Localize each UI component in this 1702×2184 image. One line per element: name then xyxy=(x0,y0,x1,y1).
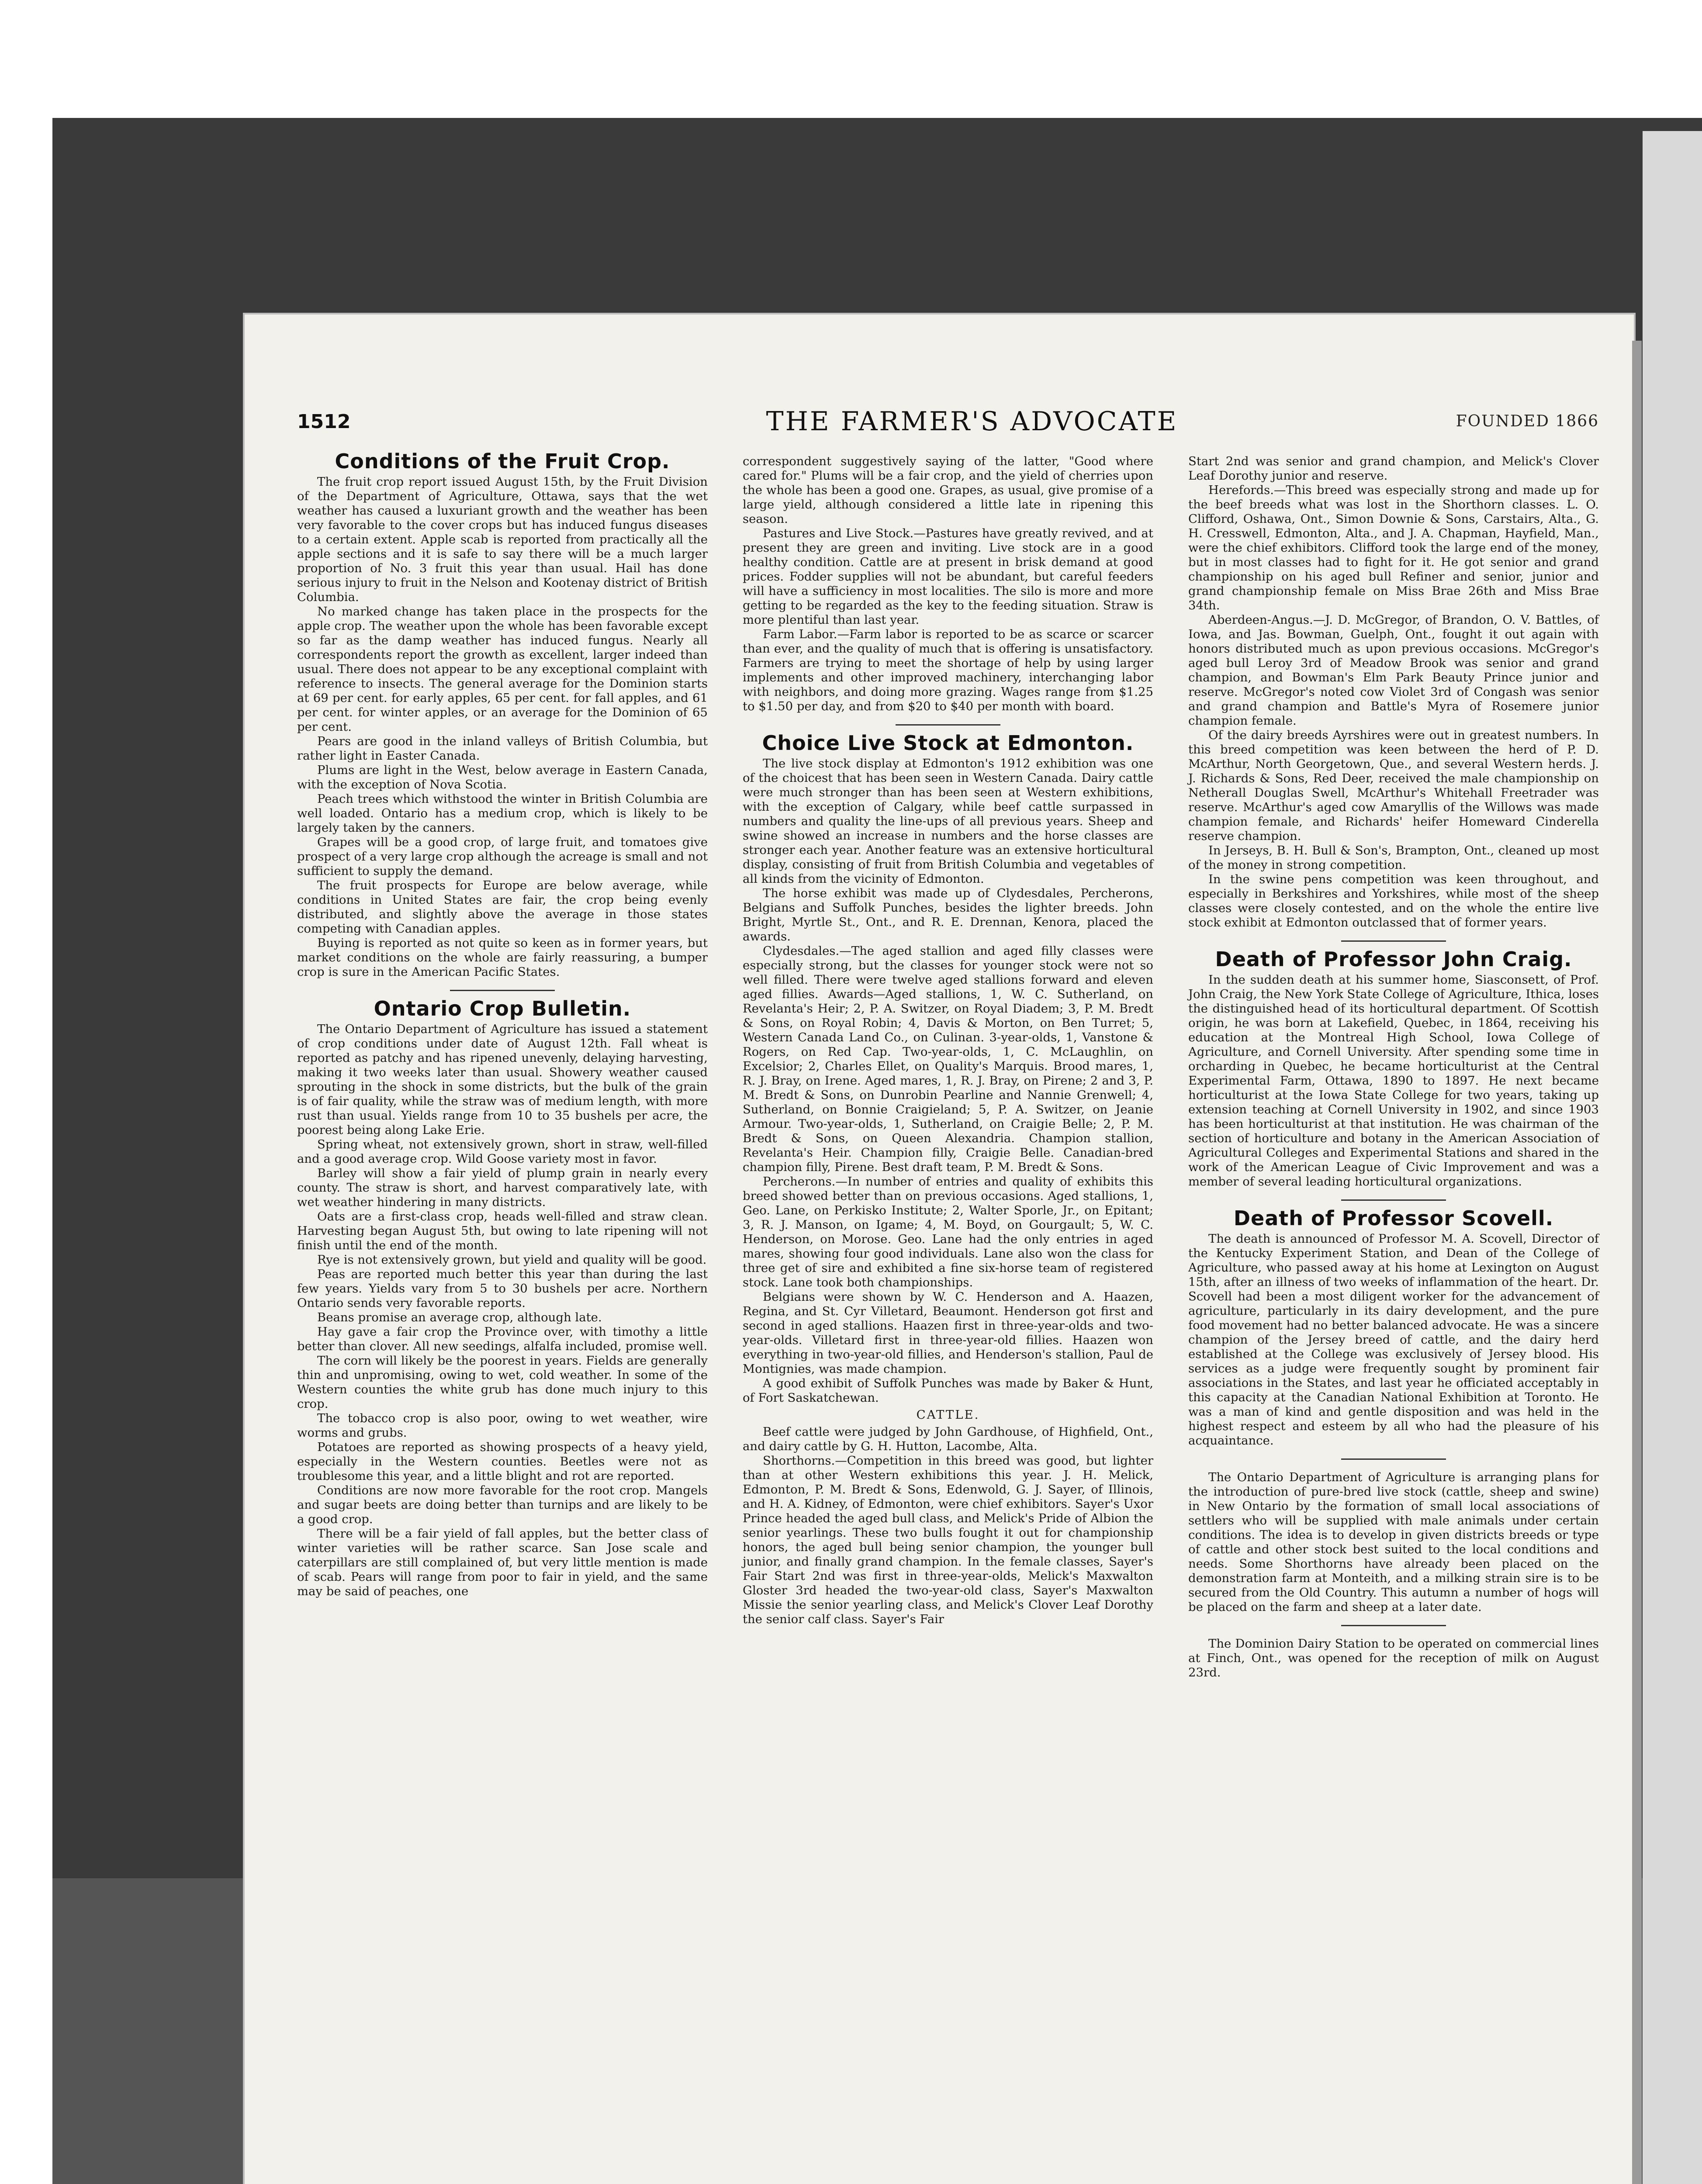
paragraph: The live stock display at Edmonton's 1912 exhibition was one of the choicest that has been seen in Western Canada. Dairy cattle were much stronger than has been seen at Western exhibitions, with the exception of Calgary, while beef cattle surpassed in numbers and quality the line-ups of all previous years. Sheep and swine showed an increase in numbers and the horse classes are stronger each year. Another feature was an extensive horticultural display, consisting of fruit from British Columbia and vegetables of all kinds from the vicinity of Edmonton. xyxy=(743,757,1153,886)
paragraph: Potatoes are reported as showing prospects of a heavy yield, especially in the Western counties. Beetles were not as troublesome this year, and a little blight and rot are reported. xyxy=(297,1440,708,1483)
paragraph: Of the dairy breeds Ayrshires were out in greatest numbers. In this breed competition was keen between the herd of P. D. McArthur, North Georgetown, Que., and several Western herds. J. J. Richards & Sons, Red Deer, received the male championship on Netherall Douglas Swell, McArthur's Whitehall Freetrader was reserve. McArthur's aged cow Amaryllis of the Willows was made champion female, and Richards' heifer Homeward Cinderella reserve champion. xyxy=(1188,728,1599,843)
section-rule xyxy=(1341,1199,1446,1201)
paragraph: In the swine pens competition was keen throughout, and especially in Berkshires and Yorkshires, while most of the sheep classes were closely contested, and on the whole the entire live stock exhibit at Edmonton outclassed that of former years. xyxy=(1188,872,1599,930)
paragraph: Oats are a first-class crop, heads well-filled and straw clean. Harvesting began August 5th, but owing to late ripening will not finish until the end of the month. xyxy=(297,1209,708,1252)
paragraph: Shorthorns.—Competition in this breed was good, but lighter than at other Western exhibitions this year. J. H. Melick, Edmonton, P. M. Bredt & Sons, Edenwold, G. J. Sayer, of Illinois, and H. A. Kidney, of Edmonton, were chief exhibitors. Sayer's Uxor Prince headed the aged bull class, and Melick's Pride of Albion the senior yearlings. These two bulls fought it out for championship honors, the aged bull being senior champion, the younger bull junior, and finally grand champion. In the female classes, Sayer's Fair Start 2nd was first in three-year-olds, Melick's Maxwalton Gloster 3rd headed the two-year-old class, Sayer's Maxwalton Missie the senior yearling class, and Melick's Clover Leaf Dorothy the senior calf class. Sayer's Fair xyxy=(743,1454,1153,1626)
paragraph: Belgians were shown by W. C. Henderson and A. Haazen, Regina, and St. Cyr Villetard, Beaumont. Henderson got first and second in aged stallions. Haazen first in three-year-olds and two-year-olds. Villetard first in three-year-old fillies. Haazen won everything in two-year-old fillies, and Henderson's stallion, Paul de Montignies, was made champion. xyxy=(743,1290,1153,1376)
paragraph: Rye is not extensively grown, but yield and quality will be good. xyxy=(317,1253,707,1267)
headline-fruit-crop: Conditions of the Fruit Crop. xyxy=(335,449,670,473)
headline-john-craig: Death of Professor John Craig. xyxy=(1215,947,1572,971)
paragraph: Hay gave a fair crop the Province over, with timothy a little better than clover. All new seedings, alfalfa included, promise well. xyxy=(297,1325,708,1353)
paragraph: Plums are light in the West, below average in Eastern Canada, with the exception of Nova Scotia. xyxy=(297,763,708,791)
paragraph: Clydesdales.—The aged stallion and aged filly classes were especially strong, but the classes for younger stock were not so well filled. There were twelve aged stallions forward and eleven aged fillies. Awards—Aged stallions, 1, W. C. Sutherland, on Revelanta's Heir; 2, P. A. Switzer, on Royal Diadem; 3, P. M. Bredt & Sons, on Royal Robin; 4, Davis & Morton, on Ben Turret; 5, Western Canada Land Co., on Culinan. 3-year-olds, 1, Vanstone & Rogers, on Red Cap. Two-year-olds, 1, C. McLaughlin, on Excelsior; 2, Charles Ellet, on Quality's Marquis. Brood mares, 1, R. J. Bray, on Irene. Aged mares, 1, R. J. Bray, on Pirene; 2 and 3, P. M. Bredt & Sons, on Dunrobin Pearline and Nannie Grenwell; 4, Sutherland, on Bonnie Craigieland; 5, P. A. Switzer, on Jeanie Armour. Two-year-olds, 1, Sutherland, on Craigie Belle; 2, P. M. Bredt & Sons, on Queen Alexandria. Champion stallion, Revelanta's Heir. Champion filly, Craigie Belle. Canadian-bred champion filly, Pirene. Best draft team, P. M. Bredt & Sons. xyxy=(743,944,1153,1174)
page-number: 1512 xyxy=(297,411,351,433)
section-rule xyxy=(1341,940,1446,942)
subheading-cattle: CATTLE. xyxy=(916,1408,980,1422)
section-rule xyxy=(1341,1625,1446,1626)
paragraph: Pastures and Live Stock.—Pastures have greatly revived, and at present they are green and inviting. Live stock are in a good healthy condition. Cattle are at present in brisk demand at good prices. Fodder supplies will not be abundant, but careful feeders will have a sufficiency in most localities. The silo is more and more getting to be regarded as the key to the feeding situation. Straw is more plentiful than last year. xyxy=(743,526,1153,627)
paragraph: Percherons.—In number of entries and quality of exhibits this breed showed better than on previous occasions. Aged stallions, 1, Geo. Lane, on Perkisko Institute; 2, Walter Sporle, Jr., on Epitant; 3, R. J. Manson, on Igame; 4, M. Boyd, on Gourgault; 5, W. C. Henderson, on Morose. Geo. Lane had the only entries in aged mares, showing four good individuals. Lane also won the class for three get of sire and exhibited a fine six-horse team of registered stock. Lane took both championships. xyxy=(743,1175,1153,1289)
headline-scovell: Death of Professor Scovell. xyxy=(1233,1206,1554,1230)
paragraph: No marked change has taken place in the prospects for the apple crop. The weather upon the whole has been favorable except so far as the damp weather has induced fungus. Nearly all correspondents report the growth as excellent, larger indeed than usual. There does not appear to be any exceptional complaint with reference to insects. The general average for the Dominion starts at 69 per cent. for early apples, 65 per cent. for fall apples, and 61 per cent. for winter apples, or an average for the Dominion of 65 per cent. xyxy=(297,605,708,734)
paragraph: Barley will show a fair yield of plump grain in nearly every county. The straw is short, and harvest comparatively late, with wet weather hindering in many districts. xyxy=(297,1166,708,1209)
paragraph: A good exhibit of Suffolk Punches was made by Baker & Hunt, of Fort Saskatchewan. xyxy=(743,1376,1153,1405)
paragraph: Aberdeen-Angus.—J. D. McGregor, of Brandon, O. V. Battles, of Iowa, and Jas. Bowman, Guelph, Ont., fought it out again with honors distributed much as upon previous occasions. McGregor's aged bull Leroy 3rd of Meadow Brook was senior and grand champion, and Bowman's Elm Park Beauty Prince junior and reserve. McGregor's noted cow Violet 3rd of Congash was senior and grand champion and Battle's Myra of Rosemere junior champion female. xyxy=(1188,613,1599,728)
page-header xyxy=(297,406,1599,441)
paragraph: Buying is reported as not quite so keen as in former years, but market conditions on the whole are fairly reassuring, a bumper crop is sure in the American Pacific States. xyxy=(297,936,708,979)
paragraph: Farm Labor.—Farm labor is reported to be as scarce or scarcer than ever, and the quality of much that is offering is unsatisfactory. Farmers are trying to meet the shortage of help by using larger implements and other improved machinery, interchanging labor with neighbors, and doing more grazing. Wages range from $1.25 to $1.50 per day, and from $20 to $40 per month with board. xyxy=(743,627,1153,713)
adjacent-page-strip xyxy=(1643,131,1702,2184)
paragraph: Beans promise an average crop, although late. xyxy=(317,1310,602,1324)
founded-date: FOUNDED 1866 xyxy=(1456,412,1599,430)
paragraph: In the sudden death at his summer home, Siasconsett, of Prof. John Craig, the New York State College of Agriculture, Ithica, loses the distinguished head of its horticultural department. Of Scottish origin, he was born at Lakefield, Quebec, in 1864, receiving his education at the Montreal High School, Iowa College of Agriculture, and Cornell University. After spending some time in orcharding in Quebec, he became horticulturist at the Central Experimental Farm, Ottawa, 1890 to 1897. He next became horticulturist at the Iowa State College for two years, taking up extension teaching at Cornell University in 1902, and since 1903 has been horticulturist at that institution. He was chairman of the section of horticulture and botany in the American Association of Agricultural Colleges and Experimental Stations and shared in the work of the American League of Civic Improvement and was a member of several leading horticultural organizations. xyxy=(1188,973,1599,1189)
paragraph: Start 2nd was senior and grand champion, and Melick's Clover Leaf Dorothy junior and reserve. xyxy=(1188,454,1599,483)
paragraph: Peas are reported much better this year than during the last few years. Yields vary from 5 to 30 bushels per acre. Northern Ontario sends very favorable reports. xyxy=(297,1267,708,1310)
paragraph: correspondent suggestively saying of the latter, "Good where cared for." Plums will be a fair crop, and the yield of cherries upon the whole has been a good one. Grapes, as usual, give promise of a large yield, although considered a little late in ripening this season. xyxy=(743,454,1153,526)
paragraph: The fruit prospects for Europe are below average, while conditions in United States are fair, the crop being evenly distributed, and slightly above the average in those states competing with Canadian apples. xyxy=(297,878,708,936)
paragraph: Peach trees which withstood the winter in British Columbia are well loaded. Ontario has a medium crop, which is likely to be largely taken by the canners. xyxy=(297,792,708,835)
paragraph: Herefords.—This breed was especially strong and made up for the beef breeds what was lost in the Shorthorn classes. L. O. Clifford, Oshawa, Ont., Simon Downie & Sons, Carstairs, Alta., G. H. Cresswell, Edmonton, Alta., and J. A. Chapman, Hayfield, Man., were the chief exhibitors. Clifford took the large end of the money, but in most classes had to fight for it. He got senior and grand championship on his aged bull Refiner and senior, junior and grand championship female on Miss Brae 26th and Miss Brae 34th. xyxy=(1188,483,1599,612)
paragraph: The tobacco crop is also poor, owing to wet weather, wire worms and grubs. xyxy=(297,1411,708,1440)
paragraph: The fruit crop report issued August 15th, by the Fruit Division of the Department of Agriculture, Ottawa, says that the wet weather has caused a luxuriant growth and the weather has been very favorable to the cover crops but has induced fungus diseases to a certain extent. Apple scab is reported from practically all the apple sections and it is safe to say there will be a much larger proportion of No. 3 fruit this year than usual. Hail has done serious injury to fruit in the Nelson and Kootenay district of British Columbia. xyxy=(297,475,708,604)
paragraph: In Jerseys, B. H. Bull & Son's, Brampton, Ont., cleaned up most of the money in strong competition. xyxy=(1188,843,1599,872)
paragraph: The corn will likely be the poorest in years. Fields are generally thin and unpromising, owing to wet, cold weather. In some of the Western counties the white grub has done much injury to this crop. xyxy=(297,1354,708,1411)
paragraph: The death is announced of Professor M. A. Scovell, Director of the Kentucky Experiment Station, and Dean of the College of Agriculture, who passed away at his home at Lexington on August 15th, after an illness of two weeks of inflammation of the heart. Dr. Scovell had been a most diligent worker for the advancement of agriculture, particularly in its dairy development, and the pure food movement had no better balanced advocate. He was a sincere champion of the Jersey breed of cattle, and the dairy herd established at the College was exclusively of Jersey blood. His services as a judge were frequently sought by prominent fair associations in the States, and last year he officiated acceptably in this capacity at the Canadian National Exhibition at Toronto. He was a man of kind and gentle disposition and was held in the highest respect and esteem by all who had the pleasure of his acquaintance. xyxy=(1188,1232,1599,1448)
section-rule xyxy=(450,990,555,991)
paragraph: The horse exhibit was made up of Clydesdales, Percherons, Belgians and Suffolk Punches, besides the lighter breeds. John Bright, Myrtle St., Ont., and R. E. Drennan, Kenora, placed the awards. xyxy=(743,886,1153,943)
paragraph: There will be a fair yield of fall apples, but the better class of winter varieties will be rather scarce. San Jose scale and caterpillars are still complained of, but very little mention is made of scab. Pears will range from poor to fair in yield, and the same may be said of peaches, one xyxy=(297,1527,708,1598)
masthead-title: THE FARMER'S ADVOCATE xyxy=(766,406,1178,437)
paragraph: The Dominion Dairy Station to be operated on commercial lines at Finch, Ont., was opened for the reception of milk on August 23rd. xyxy=(1188,1637,1599,1679)
paragraph: Beef cattle were judged by John Gardhouse, of Highfield, Ont., and dairy cattle by G. H. Hutton, Lacombe, Alta. xyxy=(743,1425,1153,1453)
paragraph: Spring wheat, not extensively grown, short in straw, well-filled and a good average crop. Wild Goose variety most in favor. xyxy=(297,1137,708,1166)
headline-ontario-crop-bulletin: Ontario Crop Bulletin. xyxy=(374,997,631,1020)
column-3 xyxy=(1188,454,1599,1680)
headline-edmonton-live-stock: Choice Live Stock at Edmonton. xyxy=(762,731,1134,755)
section-rule xyxy=(896,724,1000,726)
column-2 xyxy=(743,454,1153,1627)
column-1 xyxy=(297,449,708,1599)
paragraph: The Ontario Department of Agriculture has issued a statement of crop conditions under date of August 12th. Fall wheat is reported as patchy and has ripened unevenly, delaying harvesting, making it two weeks later than usual. Showery weather caused sprouting in the shock in some districts, but the bulk of the grain is of fair quality, while the straw was of medium length, with more rust than usual. Yields range from 10 to 35 bushels per acre, the poorest being along Lake Erie. xyxy=(297,1022,708,1137)
page-edge-shadow xyxy=(1632,341,1642,2184)
paragraph: Grapes will be a good crop, of large fruit, and tomatoes give prospect of a very large crop although the acreage is small and not sufficient to supply the demand. xyxy=(297,835,708,878)
paragraph: The Ontario Department of Agriculture is arranging plans for the introduction of pure-bred live stock (cattle, sheep and swine) in New Ontario by the formation of small local associations of settlers who will be supplied with male animals under certain conditions. The idea is to develop in given districts breeds or type of cattle and other stock best suited to the local conditions and needs. Some Shorthorns have already been placed on the demonstration farm at Monteith, and a milking strain sire is to be secured from the Old Country. This autumn a number of hogs will be placed on the farm and sheep at a later date. xyxy=(1188,1470,1599,1614)
paragraph: Conditions are now more favorable for the root crop. Mangels and sugar beets are doing better than turnips and are likely to be a good crop. xyxy=(297,1483,708,1526)
article-columns xyxy=(297,449,1599,2184)
section-rule xyxy=(1341,1458,1446,1460)
paragraph: Pears are good in the inland valleys of British Columbia, but rather light in Easter Canada. xyxy=(297,734,708,763)
newspaper-page xyxy=(245,314,1634,2184)
